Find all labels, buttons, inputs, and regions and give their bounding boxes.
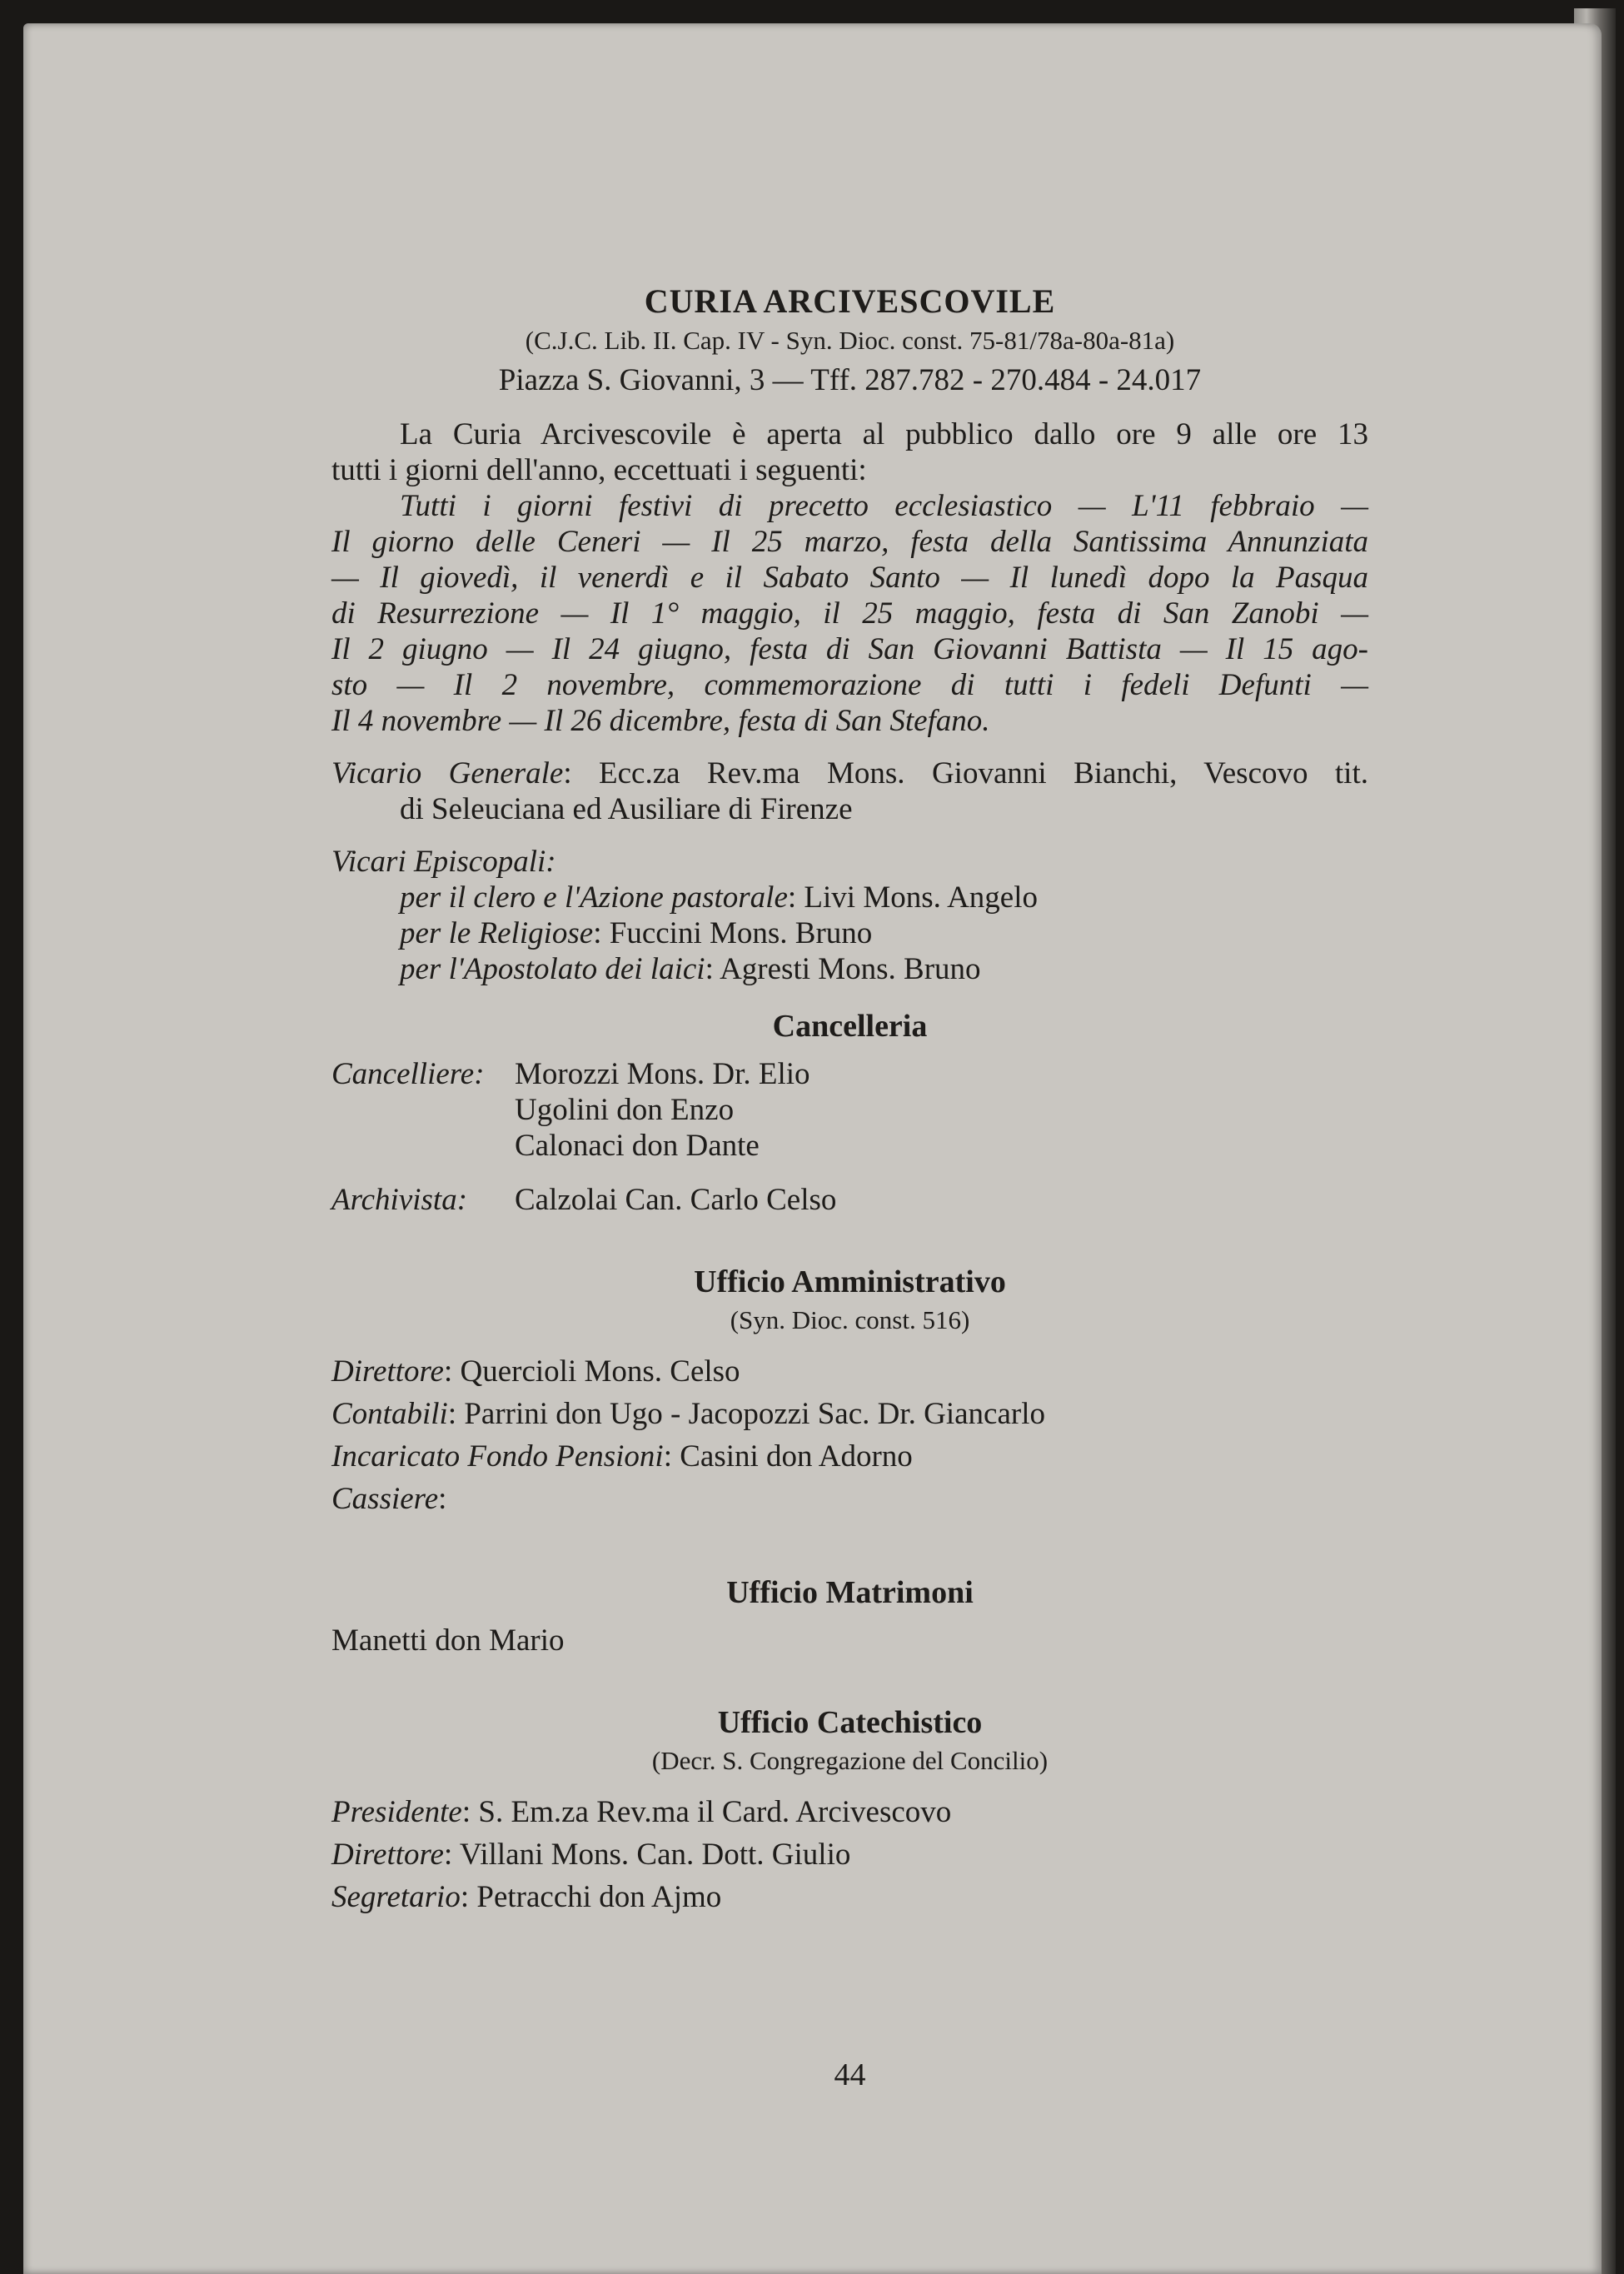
holiday-list xyxy=(331,488,1368,739)
section-title-catechistico: Ufficio Catechistico xyxy=(717,1705,983,1740)
list-item: per il clero e l'Azione pastorale: Livi Mons. Angelo xyxy=(400,880,1039,915)
row-value: S. Em.za Rev.ma il Card. Arcivescovo xyxy=(478,1795,952,1829)
list-item: Presidente: S. Em.za Rev.ma il Card. Arcivescovo xyxy=(331,1795,952,1829)
row-value: Petracchi don Ajmo xyxy=(476,1880,722,1914)
list-item: Incaricato Fondo Pensioni: Casini don Adorno xyxy=(331,1439,913,1474)
list-item: Morozzi Mons. Dr. Elio xyxy=(515,1057,810,1091)
book-page xyxy=(23,23,1602,2274)
vicario-generale: Vicario Generale: Ecc.za Rev.ma Mons. Giovanni Bianchi, Vescovo tit. xyxy=(331,756,1368,790)
row-value: Parrini don Ugo - Jacopozzi Sac. Dr. Giancarlo xyxy=(464,1397,1045,1431)
vicario-label: Vicario Generale xyxy=(331,756,564,790)
cancelliere-row xyxy=(331,1056,1368,1164)
row-label: Direttore xyxy=(331,1838,444,1872)
list-item: per l'Apostolato dei laici: Agresti Mons. Bruno xyxy=(400,952,981,986)
row-label: Incaricato Fondo Pensioni xyxy=(331,1439,664,1474)
holiday-line: Il 2 giugno — Il 24 giugno, festa di San Giovanni Battista — Il 15 ago- xyxy=(331,632,1368,666)
cancelliere-label: Cancelliere: xyxy=(331,1057,485,1091)
address-line: Piazza S. Giovanni, 3 — Tff. 287.782 - 270.484 - 24.017 xyxy=(498,363,1202,397)
intro-line-1: La Curia Arcivescovile è aperta al pubblico dallo ore 9 alle ore 13 xyxy=(400,417,1368,451)
vicario-value: Ecc.za Rev.ma Mons. Giovanni Bianchi, Vescovo tit. xyxy=(599,756,1368,790)
section-title-cancelleria: Cancelleria xyxy=(772,1009,928,1044)
section-title-amministrativo: Ufficio Amministrativo xyxy=(694,1264,1006,1299)
row-label: Direttore xyxy=(331,1354,444,1389)
row-label: Cassiere xyxy=(331,1482,439,1516)
archivista-value: Calzolai Can. Carlo Celso xyxy=(515,1183,837,1217)
vicario-line-2: di Seleuciana ed Ausiliare di Firenze xyxy=(400,792,853,826)
amministrativo-reference: (Syn. Dioc. const. 516) xyxy=(730,1305,970,1334)
section-title-matrimoni: Ufficio Matrimoni xyxy=(726,1575,974,1610)
vicari-episcopali-list xyxy=(331,880,1368,987)
title-reference: (C.J.C. Lib. II. Cap. IV - Syn. Dioc. const. 75-81/78a-80a-81a) xyxy=(525,326,1175,355)
list-item: Cassiere: xyxy=(331,1482,447,1516)
holiday-line: Il 4 novembre — Il 26 dicembre, festa di San Stefano. xyxy=(331,704,990,738)
catechistico-list xyxy=(331,1794,1368,1915)
vicari-episcopali-label: Vicari Episcopali: xyxy=(331,845,556,879)
list-item: Segretario: Petracchi don Ajmo xyxy=(331,1880,722,1914)
matrimoni-name: Manetti don Mario xyxy=(331,1623,565,1658)
holiday-line: Il giorno delle Ceneri — Il 25 marzo, festa della Santissima Annunziata xyxy=(331,525,1368,559)
row-label: Segretario xyxy=(331,1880,461,1914)
role-label: per l'Apostolato dei laici xyxy=(400,952,705,986)
role-name: Fuccini Mons. Bruno xyxy=(609,916,873,950)
role-name: Livi Mons. Angelo xyxy=(804,880,1039,915)
holiday-line: sto — Il 2 novembre, commemorazione di tutti i fedeli Defunti — xyxy=(331,668,1368,702)
archivista-row xyxy=(331,1182,1368,1218)
document-title: CURIA ARCIVESCOVILE xyxy=(644,282,1056,320)
holiday-line: di Resurrezione — Il 1° maggio, il 25 maggio, festa di San Zanobi — xyxy=(331,596,1368,631)
holiday-line: Tutti i giorni festivi di precetto ecclesiastico — L'11 febbraio — xyxy=(400,489,1368,523)
list-item: per le Religiose: Fuccini Mons. Bruno xyxy=(400,916,873,950)
amministrativo-list xyxy=(331,1354,1368,1517)
page-content xyxy=(331,282,1368,2092)
catechistico-reference: (Decr. S. Congregazione del Concilio) xyxy=(651,1746,1049,1775)
list-item: Contabili: Parrini don Ugo - Jacopozzi Sac. Dr. Giancarlo xyxy=(331,1397,1045,1431)
role-label: per il clero e l'Azione pastorale xyxy=(400,880,788,915)
row-label: Contabili xyxy=(331,1397,448,1431)
list-item: Ugolini don Enzo xyxy=(515,1093,735,1127)
list-item: Direttore: Quercioli Mons. Celso xyxy=(331,1354,740,1389)
role-name: Agresti Mons. Bruno xyxy=(720,952,981,986)
list-item: Direttore: Villani Mons. Can. Dott. Giulio xyxy=(331,1838,851,1872)
row-value: Quercioli Mons. Celso xyxy=(460,1354,740,1389)
role-label: per le Religiose xyxy=(400,916,594,950)
row-label: Presidente xyxy=(331,1795,462,1829)
cancellieri-list xyxy=(515,1056,810,1164)
list-item: Calonaci don Dante xyxy=(515,1129,760,1163)
archivista-label: Archivista: xyxy=(331,1183,468,1217)
holiday-line: — Il giovedì, il venerdì e il Sabato Santo — Il lunedì dopo la Pasqua xyxy=(331,561,1368,595)
intro-line-2: tutti i giorni dell'anno, eccettuati i seguenti: xyxy=(331,453,867,487)
row-value: Villani Mons. Can. Dott. Giulio xyxy=(459,1838,851,1872)
page-number: 44 xyxy=(834,2057,866,2092)
row-value: Casini don Adorno xyxy=(680,1439,913,1474)
